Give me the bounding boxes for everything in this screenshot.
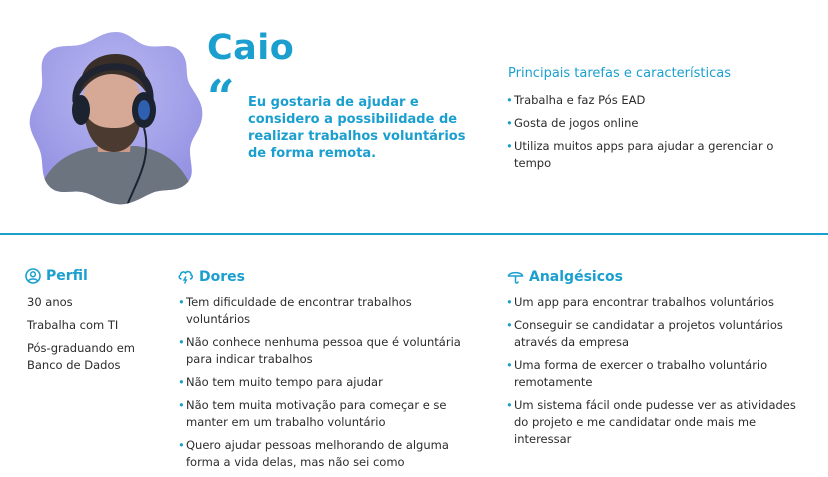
tasks-list <box>506 92 806 178</box>
list-item: 30 anos <box>27 295 73 309</box>
perfil-heading <box>25 268 88 284</box>
bullet-icon: • <box>506 318 513 332</box>
list-item: • Quero ajudar pessoas melhorando de alguma forma a vida delas, mas não sei como <box>178 438 449 469</box>
list-item: • Utiliza muitos apps para ajudar a gerenciar o tempo <box>506 139 774 170</box>
bullet-icon: • <box>506 398 513 412</box>
list-item: • Uma forma de exercer o trabalho voluntário remotamente <box>506 358 768 389</box>
persona-avatar <box>26 28 206 208</box>
list-item: • Não conhece nenhuma pessoa que é voluntária para indicar trabalhos <box>178 335 461 366</box>
dores-heading <box>177 268 245 285</box>
list-item: Pós-graduando em Banco de Dados <box>27 341 135 372</box>
avatar-photo <box>26 28 206 208</box>
analgesicos-title: Analgésicos <box>529 268 623 285</box>
list-item: • Conseguir se candidatar a projetos voluntários através da empresa <box>506 318 783 349</box>
list-item: • Um sistema fácil onde pudesse ver as atividades do projeto e me candidatar onde mais me interessar <box>506 398 796 446</box>
list-item: • Não tem muita motivação para começar e se manter em um trabalho voluntário <box>178 398 447 429</box>
bullet-icon: • <box>178 375 185 389</box>
dores-list <box>178 294 478 477</box>
bullet-icon: • <box>506 93 513 107</box>
bullet-icon: • <box>178 335 185 349</box>
bullet-icon: • <box>178 295 185 309</box>
storm-cloud-icon <box>177 268 194 285</box>
tasks-title: Principais tarefas e características <box>508 66 731 81</box>
analgesicos-list <box>506 294 806 454</box>
bullet-icon: • <box>178 398 185 412</box>
dores-title: Dores <box>199 268 245 285</box>
persona-name: Caio <box>207 28 295 68</box>
bullet-icon: • <box>506 295 513 309</box>
perfil-title: Perfil <box>46 268 88 284</box>
list-item: • Trabalha e faz Pós EAD <box>506 93 646 107</box>
list-item: Trabalha com TI <box>27 318 119 332</box>
user-circle-icon <box>25 268 41 284</box>
list-item: • Um app para encontrar trabalhos voluntários <box>506 295 774 309</box>
analgesicos-heading <box>507 268 623 285</box>
persona-quote: Eu gostaria de ajudar e considero a possibilidade de realizar trabalhos voluntários de forma remota. <box>248 95 466 161</box>
list-item: • Não tem muito tempo para ajudar <box>178 375 383 389</box>
section-divider <box>0 233 828 235</box>
bullet-icon: • <box>506 116 513 130</box>
umbrella-icon <box>507 268 524 285</box>
list-item: • Gosta de jogos online <box>506 116 639 130</box>
list-item: • Tem dificuldade de encontrar trabalhos voluntários <box>178 295 412 326</box>
perfil-list <box>27 294 167 380</box>
bullet-icon: • <box>506 358 513 372</box>
bullet-icon: • <box>178 438 185 452</box>
bullet-icon: • <box>506 139 513 153</box>
quote-mark-icon: “ <box>207 70 235 126</box>
